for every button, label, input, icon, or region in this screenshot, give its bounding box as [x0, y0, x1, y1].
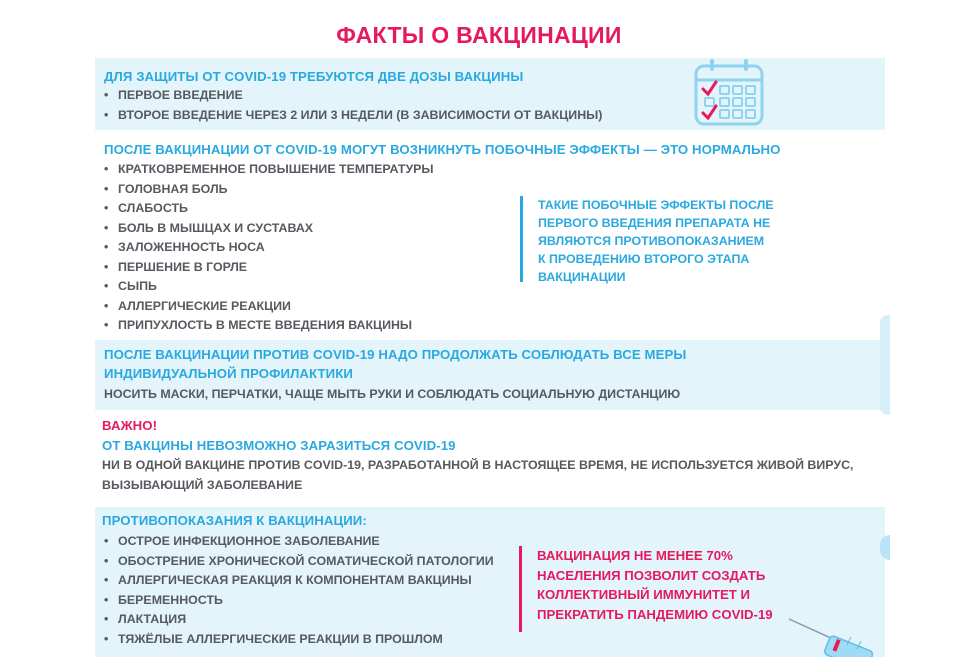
doses-list [104, 86, 885, 125]
prevention-text: НОСИТЬ МАСКИ, ПЕРЧАТКИ, ЧАЩЕ МЫТЬ РУКИ И СОБЛЮДАТЬ СОЦИАЛЬНУЮ ДИСТАНЦИЮ [104, 387, 681, 401]
list-item: • СЛАБОСТЬ [104, 201, 188, 215]
important-text-line-1: НИ В ОДНОЙ ВАКЦИНЕ ПРОТИВ COVID-19, РАЗРАБОТАННОЙ В НАСТОЯЩЕЕ ВРЕМЯ, НЕ ИСПОЛЬЗУЕТСЯ ЖИВОЙ ВИРУС, [102, 458, 854, 472]
list-item: • ВТОРОЕ ВВЕДЕНИЕ ЧЕРЕЗ 2 ИЛИ 3 НЕДЕЛИ (В ЗАВИСИМОСТИ ОТ ВАКЦИНЫ) [104, 107, 603, 122]
important-label: ВАЖНО! [102, 418, 158, 433]
prevention-heading-line-1: ПОСЛЕ ВАКЦИНАЦИИ ПРОТИВ COVID-19 НАДО ПРОДОЛЖАТЬ СОБЛЮДАТЬ ВСЕ МЕРЫ [104, 347, 687, 362]
list-item: • СЫПЬ [104, 279, 157, 293]
decorative-edge-shape [880, 535, 890, 560]
list-item: • БОЛЬ В МЫШЦАХ И СУСТАВАХ [104, 220, 314, 235]
list-item: • ОБОСТРЕНИЕ ХРОНИЧЕСКОЙ СОМАТИЧЕСКОЙ ПАТОЛОГИИ [104, 553, 494, 568]
list-item: • КРАТКОВРЕМЕННОЕ ПОВЫШЕНИЕ ТЕМПЕРАТУРЫ [104, 162, 434, 176]
contraindications-heading: ПРОТИВОПОКАЗАНИЯ К ВАКЦИНАЦИИ: [102, 513, 367, 528]
list-item: • ПРИПУХЛОСТЬ В МЕСТЕ ВВЕДЕНИЯ ВАКЦИНЫ [104, 318, 413, 332]
list-item: • ГОЛОВНАЯ БОЛЬ [104, 181, 228, 196]
prevention-heading-line-2: ИНДИВИДУАЛЬНОЙ ПРОФИЛАКТИКИ [104, 366, 353, 381]
list-item: • ПЕРШЕНИЕ В ГОРЛЕ [104, 259, 248, 274]
important-text-line-2: ВЫЗЫВАЮЩИЙ ЗАБОЛЕВАНИЕ [102, 477, 303, 492]
important-heading: ОТ ВАКЦИНЫ НЕВОЗМОЖНО ЗАРАЗИТЬСЯ COVID-19 [102, 438, 456, 453]
list-item: • ЛАКТАЦИЯ [104, 612, 187, 626]
syringe-icon [787, 615, 885, 657]
prevention-section [95, 340, 885, 410]
list-item: • АЛЛЕРГИЧЕСКИЕ РЕАКЦИИ [104, 298, 291, 313]
decorative-edge-shape [880, 315, 890, 415]
side-effects-callout: ТАКИЕ ПОБОЧНЫЕ ЭФФЕКТЫ ПОСЛЕ ПЕРВОГО ВВЕДЕНИЯ ПРЕПАРАТА НЕ ЯВЛЯЮТСЯ ПРОТИВОПОКАЗАНИЕМ К ПРОВЕДЕНИЮ ВТОРОГО ЭТАПА ВАКЦИНАЦИИ [520, 196, 774, 282]
list-item: • БЕРЕМЕННОСТЬ [104, 592, 223, 607]
side-effects-heading: ПОСЛЕ ВАКЦИНАЦИИ ОТ COVID-19 МОГУТ ВОЗНИКНУТЬ ПОБОЧНЫЕ ЭФФЕКТЫ — ЭТО НОРМАЛЬНО [104, 142, 781, 157]
list-item: • ПЕРВОЕ ВВЕДЕНИЕ [104, 88, 243, 102]
list-item: • АЛЛЕРГИЧЕСКАЯ РЕАКЦИЯ К КОМПОНЕНТАМ ВАКЦИНЫ [104, 573, 472, 587]
list-item: • ТЯЖЁЛЫЕ АЛЛЕРГИЧЕСКИЕ РЕАКЦИИ В ПРОШЛОМ [104, 631, 443, 646]
herd-immunity-callout: ВАКЦИНАЦИЯ НЕ МЕНЕЕ 70% НАСЕЛЕНИЯ ПОЗВОЛИТ СОЗДАТЬ КОЛЛЕКТИВНЫЙ ИММУНИТЕТ И ПРЕКРАТИТЬ ПАНДЕМИЮ COVID-19 [519, 546, 773, 632]
important-section [95, 416, 885, 504]
doses-heading: ДЛЯ ЗАЩИТЫ ОТ COVID-19 ТРЕБУЮТСЯ ДВЕ ДОЗЫ ВАКЦИНЫ [104, 69, 524, 84]
list-item: • ЗАЛОЖЕННОСТЬ НОСА [104, 240, 265, 254]
calendar-check-icon [692, 58, 766, 128]
list-item: • ОСТРОЕ ИНФЕКЦИОННОЕ ЗАБОЛЕВАНИЕ [104, 534, 380, 548]
doses-section [95, 58, 885, 130]
page-title: ФАКТЫ О ВАКЦИНАЦИИ [336, 22, 622, 48]
